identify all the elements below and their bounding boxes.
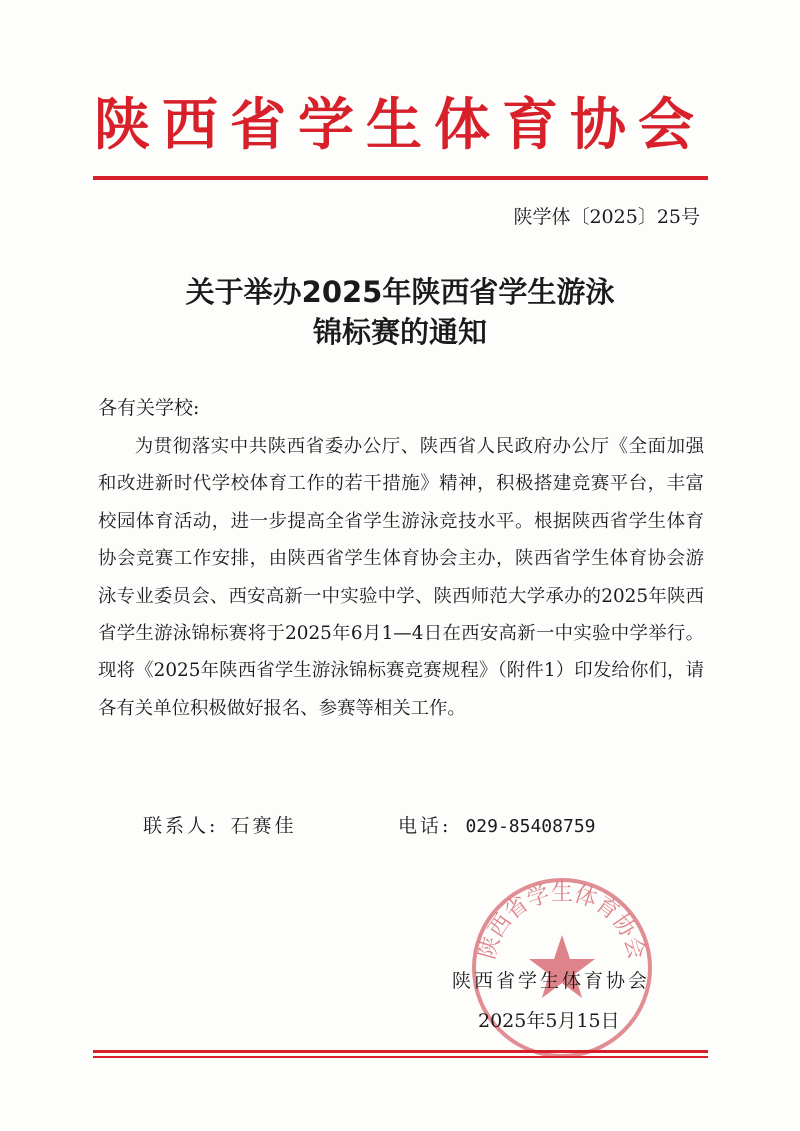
contact-person-label: 联系人: [143, 815, 219, 837]
contact-phone-label: 电话: [398, 815, 452, 837]
letterhead-top-rule [93, 176, 708, 180]
issuer-name: 陕西省学生体育协会 [452, 970, 651, 992]
footer-rule-top [93, 1050, 708, 1053]
seal-text: 陕西省学生体育协会 [475, 880, 649, 962]
document-title-line-2: 锦标赛的通知 [312, 315, 487, 349]
footer-rule-bottom [93, 1056, 708, 1058]
issue-date: 2025年5月15日 [478, 1010, 620, 1032]
contact-person-name: 石赛佳 [230, 815, 297, 837]
document-number: 陕学体〔2025〕25号 [513, 206, 700, 228]
contact-phone-value: 029-85408759 [465, 816, 596, 837]
salutation: 各有关学校: [98, 397, 200, 419]
body-paragraph: 为贯彻落实中共陕西省委办公厅、陕西省人民政府办公厅《全面加强和改进新时代学校体育工作的若干措施》精神，积极搭建竞赛平台，丰富校园体育活动，进一步提高全省学生游泳竞技水平。根据陕西省学生体育协会竞赛工作安排，由陕西省学生体育协会主办，陕西省学生体育协会游泳专业委员会、西安高新一中实验中学、陕西师范大学承办的2025年陕西省学生游泳锦标赛将于2025年6月1—4日在西安高新一中实验中学举行。现将《2025年陕西省学生游泳锦标赛竞赛规程》（附件1）印发给你们，请各有关单位积极做好报名、参赛等相关工作。 [98, 436, 704, 719]
letterhead-title: 陕西省学生体育协会 [94, 93, 706, 158]
contact-phone [398, 813, 596, 840]
contact-person [143, 813, 296, 839]
document-title-line-1: 关于举办2025年陕西省学生游泳 [185, 275, 615, 309]
